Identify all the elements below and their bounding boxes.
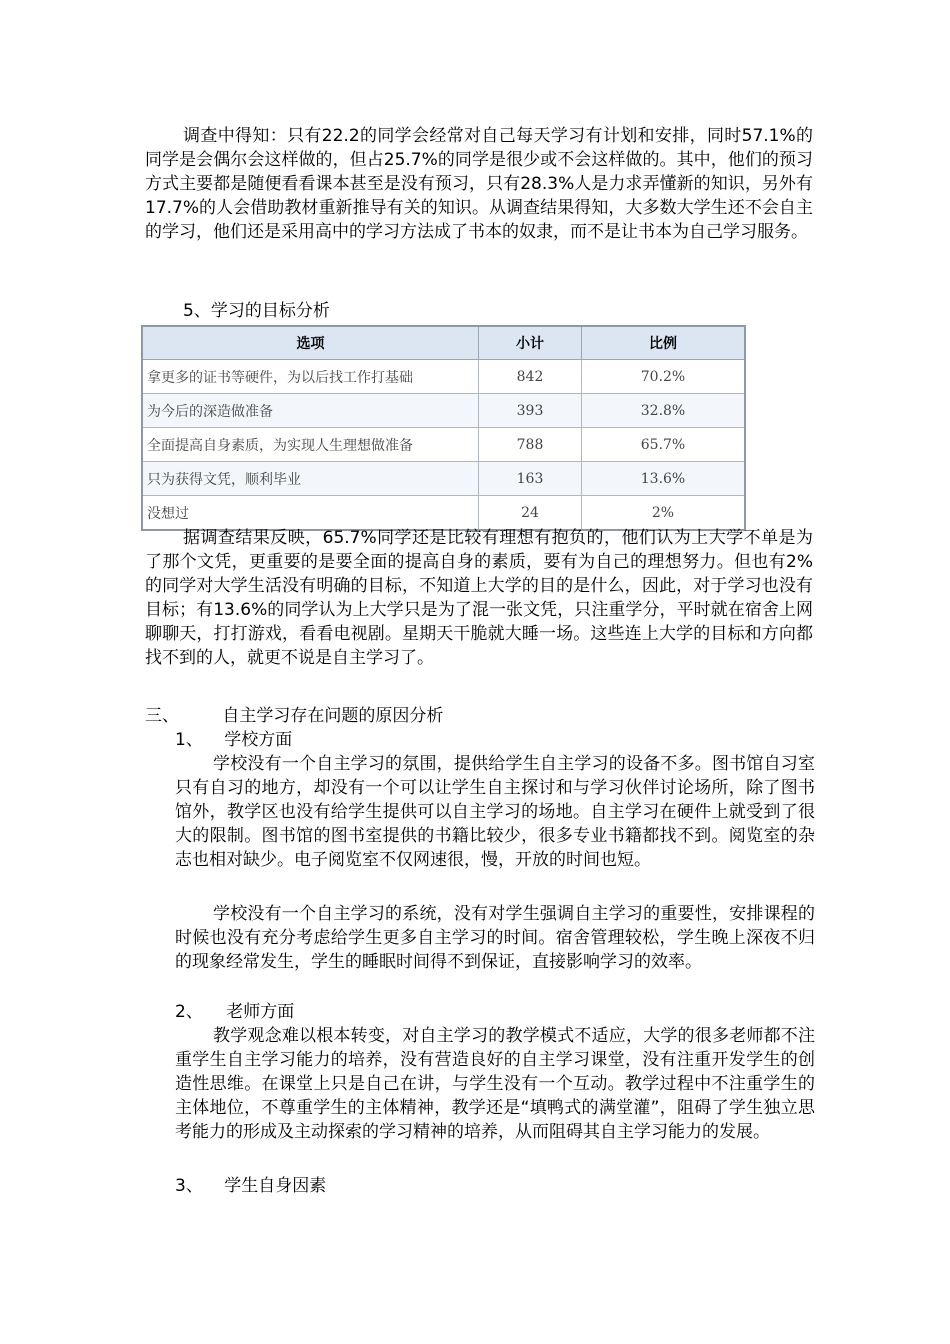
cell-option: 为今后的深造做准备 (142, 394, 479, 428)
cell-ratio: 65.7% (582, 428, 746, 462)
subsection-2-heading (175, 1000, 294, 1024)
subsection-2-number: 2、 (175, 1002, 203, 1022)
subsection-3-title: 学生自身因素 (224, 1176, 327, 1196)
cell-ratio: 2% (582, 496, 746, 531)
cell-option: 拿更多的证书等硬件，为以后找工作打基础 (142, 360, 479, 394)
paragraph-study-plan: 调查中得知：只有22.2的同学会经常对自己每天学习有计划和安排，同时57.1%的同学是会偶尔会这样做的，但占25.7%的同学是很少或不会这样做的。其中，他们的预习方式主要都是随便看看课本甚至是没有预习，只有28.3%人是力求弄懂新的知识，另外有17.7%的人会借助教材重新推导有关的知识。从调查结果得知，大多数大学生还不会自主的学习，他们还是采用高中的学习方法成了书本的奴隶，而不是让书本为自己学习服务。 (145, 126, 813, 242)
cell-count: 24 (479, 496, 582, 531)
paragraph-school-system: 学校没有一个自主学习的系统，没有对学生强调自主学习的重要性，安排课程的时候也没有充分考虑给学生更多自主学习的时间。宿舍管理较松，学生晚上深夜不归的现象经常发生，学生的睡眠时间得不到保证，直接影响学习的效率。 (175, 904, 815, 972)
subsection-3-heading (175, 1174, 326, 1198)
section-3-number: 三、 (145, 706, 179, 726)
cell-ratio: 70.2% (582, 360, 746, 394)
subsection-1-number: 1、 (175, 730, 203, 750)
table-row (142, 360, 745, 394)
subsection-1-title: 学校方面 (224, 730, 293, 750)
table-header-row (142, 326, 745, 360)
cell-ratio: 13.6% (582, 462, 746, 496)
table-row (142, 394, 745, 428)
cell-option: 只为获得文凭，顺利毕业 (142, 462, 479, 496)
goal-analysis-table (141, 325, 746, 531)
section-3-heading (145, 704, 443, 728)
paragraph-teachers: 教学观念难以根本转变，对自主学习的教学模式不适应，大学的很多老师都不注重学生自主学习能力的培养，没有营造良好的自主学习课堂，没有注重开发学生的创造性思维。在课堂上只是自己在讲，与学生没有一个互动。教学过程中不注重学生的主体地位，不尊重学生的主体精神，教学还是“填鸭式的满堂灌”，阻碍了学生独立思考能力的形成及主动探索的学习精神的培养，从而阻碍其自主学习能力的发展。 (175, 1026, 815, 1142)
section-3-title: 自主学习存在问题的原因分析 (222, 706, 444, 726)
table-row (142, 462, 745, 496)
paragraph-goal-result: 据调查结果反映，65.7%同学还是比较有理想有抱负的，他们认为上大学不单是为了那个文凭，更重要的是要全面的提高自身的素质，要有为自己的理想努力。但也有2%的同学对大学生活没有明确的目标，不知道上大学的目的是什么，因此，对于学习也没有目标；有13.6%的同学认为上大学只是为了混一张文凭，只注重学分，平时就在宿舍上网聊聊天，打打游戏，看看电视剧。星期天干脆就大睡一场。这些连上大学的目标和方向都找不到的人，就更不说是自主学习了。 (145, 528, 813, 668)
section-5-title: 5、学习的目标分析 (183, 301, 330, 321)
table-row (142, 428, 745, 462)
header-count: 小计 (479, 326, 582, 360)
header-option: 选项 (142, 326, 479, 360)
paragraph-school-facilities: 学校没有一个自主学习的氛围，提供给学生自主学习的设备不多。图书馆自习室只有自习的地方，却没有一个可以让学生自主探讨和与学习伙伴讨论场所，除了图书馆外，教学区也没有给学生提供可以自主学习的场地。自主学习在硬件上就受到了很大的限制。图书馆的图书室提供的书籍比较少，很多专业书籍都找不到。阅览室的杂志也相对缺少。电子阅览室不仅网速很，慢，开放的时间也短。 (175, 754, 815, 870)
cell-count: 393 (479, 394, 582, 428)
subsection-1-heading (175, 728, 292, 752)
cell-option: 全面提高自身素质，为实现人生理想做准备 (142, 428, 479, 462)
subsection-2-title: 老师方面 (226, 1002, 295, 1022)
subsection-3-number: 3、 (175, 1176, 203, 1196)
table-row (142, 496, 745, 531)
cell-option: 没想过 (142, 496, 479, 531)
header-ratio: 比例 (582, 326, 746, 360)
cell-count: 788 (479, 428, 582, 462)
cell-ratio: 32.8% (582, 394, 746, 428)
cell-count: 163 (479, 462, 582, 496)
cell-count: 842 (479, 360, 582, 394)
